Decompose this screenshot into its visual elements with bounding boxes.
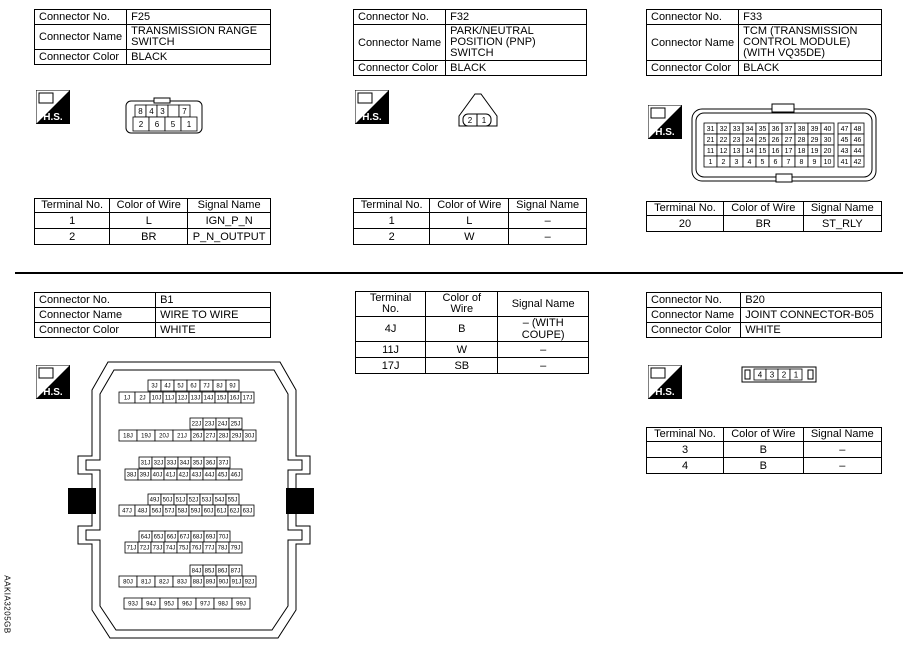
pin-label: 7 <box>786 159 791 167</box>
pin-label: 28 <box>797 137 806 145</box>
pin-label: 64J <box>140 534 151 541</box>
pin-label: 84J <box>191 568 202 575</box>
table-row: 4J B – (WITH COUPE) <box>356 317 589 342</box>
pin-label: 94J <box>146 601 156 608</box>
b1-connector-info <box>34 292 271 338</box>
pin-label: 33J <box>166 460 177 467</box>
pin-label: 41 <box>840 159 849 167</box>
pin-label: 35 <box>758 126 767 134</box>
pin-label: 25J <box>230 421 241 428</box>
table-row: 1 L IGN_P_N <box>35 213 271 229</box>
connector-color: WHITE <box>741 323 882 338</box>
harness-side-icon <box>648 365 682 399</box>
pin-label: 49J <box>149 497 160 504</box>
pin-label: 68J <box>192 534 203 541</box>
f33-connector-info <box>646 9 882 76</box>
harness-side-icon <box>648 105 682 139</box>
pin-label: 1J <box>123 395 131 402</box>
pin-label: 58J <box>177 508 188 515</box>
pin-label: 56J <box>151 508 162 515</box>
pin-label: 8 <box>138 106 143 116</box>
pin-label: 13J <box>190 395 201 402</box>
pin-label: 16J <box>229 395 240 402</box>
section-divider <box>15 272 903 274</box>
pin-label: 77J <box>204 545 215 552</box>
pin-label: 43 <box>840 148 849 156</box>
pin-label: 27J <box>205 433 216 440</box>
pin-label: 62J <box>229 508 240 515</box>
pin-label: 8 <box>799 159 804 167</box>
col-terminal: Terminal No. <box>35 199 110 213</box>
b1-connector-face <box>64 360 324 640</box>
pin-label: 2 <box>138 119 144 129</box>
harness-side-icon <box>36 90 70 124</box>
pin-label: 10J <box>151 395 162 402</box>
f32-connector-info <box>353 9 587 76</box>
pin-label: 45 <box>840 137 849 145</box>
f32-signal-table: Terminal No. Color of Wire Signal Name 1 L – 2 W – <box>353 198 587 245</box>
connector-name: PARK/NEUTRAL POSITION (PNP) SWITCH <box>446 25 587 61</box>
f33-connector-face <box>690 102 878 186</box>
pin-label: 36 <box>771 126 780 134</box>
f25-connector-info <box>34 9 271 65</box>
pin-label: 16 <box>771 148 780 156</box>
pin-label: 99J <box>236 601 246 608</box>
pin-label: 38J <box>126 472 137 479</box>
pin-label: 48 <box>853 126 862 134</box>
table-row: 1 L – <box>354 213 587 229</box>
pin-label: 92J <box>244 579 255 586</box>
label: Connector No. <box>35 293 156 308</box>
pin-label: 32 <box>719 126 728 134</box>
f32-connector-face <box>455 90 501 130</box>
pin-label: 29J <box>231 433 242 440</box>
pin-label: 53J <box>201 497 212 504</box>
pin-label: 34 <box>745 126 754 134</box>
pin: 1 <box>481 116 487 125</box>
label: Connector Color <box>35 50 127 65</box>
pin-label: 15 <box>758 148 767 156</box>
pin-label: 85J <box>204 568 215 575</box>
pin-label: 74J <box>165 545 176 552</box>
hs-label: H.S. <box>655 127 675 138</box>
pin-label: 13 <box>732 148 741 156</box>
connector-name: JOINT CONNECTOR-B05 <box>741 308 882 323</box>
harness-side-icon <box>355 90 389 124</box>
table-row: 4 B – <box>647 458 882 474</box>
connector-color: BLACK <box>127 50 271 65</box>
pin-label: 38 <box>797 126 806 134</box>
pin-label: 4J <box>164 383 171 390</box>
hs-label: H.S. <box>43 387 63 398</box>
pin-label: 23J <box>204 421 215 428</box>
pin-label: 95J <box>164 601 174 608</box>
pin-label: 17 <box>784 148 793 156</box>
pin-label: 96J <box>182 601 192 608</box>
pin-label: 8J <box>216 383 223 390</box>
connector-color: BLACK <box>446 61 587 76</box>
pin-label: 12 <box>719 148 728 156</box>
pin-label: 18 <box>797 148 806 156</box>
cavity <box>168 105 179 117</box>
pin-label: 42 <box>853 159 862 167</box>
pin-label: 60J <box>203 508 214 515</box>
pin-label: 47 <box>840 126 849 134</box>
pin-label: 29 <box>810 137 819 145</box>
col-color: Color of Wire <box>110 199 188 213</box>
pin-label: 31J <box>140 460 151 467</box>
label: Connector Name <box>647 308 741 323</box>
pin-label: 11 <box>706 148 715 156</box>
pin-label: 40 <box>823 126 832 134</box>
b20-connector-face <box>741 366 817 384</box>
pin-label: 30 <box>823 137 832 145</box>
pin-label: 6 <box>154 119 160 129</box>
pin-label: 55J <box>227 497 238 504</box>
pin-label: 27 <box>784 137 793 145</box>
pin-label: 76J <box>191 545 202 552</box>
table-row: 20 BR ST_RLY <box>647 216 882 232</box>
pin-label: 87J <box>230 568 241 575</box>
pin-label: 36J <box>205 460 216 467</box>
pin-label: 19J <box>141 433 151 440</box>
pin-label: 24J <box>217 421 228 428</box>
pin-label: 31 <box>706 126 715 134</box>
pin-label: 52J <box>188 497 199 504</box>
label: Connector Color <box>35 323 156 338</box>
pin-label: 4 <box>757 370 763 380</box>
label: Connector No. <box>354 10 446 25</box>
pin-label: 1 <box>708 159 713 167</box>
pin-label: 44J <box>204 472 215 479</box>
f25-connector-face <box>125 97 205 137</box>
pin-label: 72J <box>139 545 150 552</box>
pin-label: 5 <box>170 119 176 129</box>
pin-label: 59J <box>190 508 201 515</box>
label: Connector Name <box>35 308 156 323</box>
pin-label: 14J <box>203 395 214 402</box>
label: Connector No. <box>647 293 741 308</box>
connector-no: B1 <box>156 293 271 308</box>
pin-label: 61J <box>216 508 227 515</box>
connector-no: F25 <box>127 10 271 25</box>
pin-label: 30J <box>244 433 255 440</box>
label: Connector Name <box>647 25 739 61</box>
label: Connector Name <box>35 25 127 50</box>
pin-label: 51J <box>175 497 186 504</box>
pin-label: 21 <box>706 137 715 145</box>
connector-name: WIRE TO WIRE <box>156 308 271 323</box>
pin-label: 91J <box>231 579 242 586</box>
pin-label: 46 <box>853 137 862 145</box>
pin-label: 43J <box>191 472 202 479</box>
pin-label: 98J <box>218 601 228 608</box>
pin-label: 12J <box>177 395 188 402</box>
pin-label: 41J <box>165 472 176 479</box>
connector-name: TCM (TRANSMISSION CONTROL MODULE) (WITH VQ35DE) <box>739 25 882 61</box>
pin-label: 9 <box>812 159 817 167</box>
label: Connector Color <box>354 61 446 76</box>
pin-label: 4 <box>747 159 752 167</box>
pin-label: 9J <box>229 383 236 390</box>
hs-label: H.S. <box>43 112 63 123</box>
pin-label: 39J <box>139 472 150 479</box>
pin-label: 37J <box>218 460 229 467</box>
pin-label: 21J <box>177 433 187 440</box>
pin-label: 7 <box>182 106 187 116</box>
pin-label: 11J <box>164 395 175 402</box>
pin-label: 3 <box>769 370 775 380</box>
pin-label: 15J <box>216 395 227 402</box>
pin-label: 4 <box>149 106 154 116</box>
col-signal: Signal Name <box>188 199 271 213</box>
connector-no: B20 <box>741 293 882 308</box>
pin-label: 18J <box>123 433 133 440</box>
pin-label: 48J <box>137 508 148 515</box>
pin-label: 32J <box>153 460 164 467</box>
label: Connector No. <box>647 10 739 25</box>
pin-label: 63J <box>242 508 253 515</box>
pin-label: 65J <box>153 534 164 541</box>
pin-label: 57J <box>164 508 175 515</box>
table-row: 2 BR P_N_OUTPUT <box>35 229 271 245</box>
b20-connector-info <box>646 292 882 338</box>
pin-label: 54J <box>214 497 225 504</box>
table-row: 2 W – <box>354 229 587 245</box>
pin-label: 86J <box>217 568 228 575</box>
pin-label: 2 <box>721 159 726 167</box>
pin-label: 2 <box>781 370 787 380</box>
pin-label: 83J <box>177 579 187 586</box>
pin-label: 47J <box>122 508 132 515</box>
pin-label: 73J <box>152 545 163 552</box>
pin-label: 50J <box>162 497 173 504</box>
pin-label: 19 <box>810 148 819 156</box>
connector-name: TRANSMISSION RANGE SWITCH <box>127 25 271 50</box>
label: Connector Color <box>647 61 739 76</box>
table-row: 17J SB – <box>356 358 589 374</box>
f33-signal-table: Terminal No. Color of Wire Signal Name 20 BR ST_RLY <box>646 201 882 232</box>
pin-label: 5 <box>760 159 765 167</box>
pin-label: 26 <box>771 137 780 145</box>
hs-label: H.S. <box>362 112 382 123</box>
pin-label: 45J <box>217 472 228 479</box>
label: Connector Name <box>354 25 446 61</box>
pin-label: 24 <box>745 137 754 145</box>
pin-label: 33 <box>732 126 741 134</box>
pin-label: 42J <box>178 472 189 479</box>
pin-label: 6J <box>190 383 197 390</box>
pin-label: 1 <box>186 119 192 129</box>
pin-label: 3 <box>734 159 739 167</box>
connector-color: WHITE <box>156 323 271 338</box>
pin-label: 7J <box>203 383 210 390</box>
connector-no: F32 <box>446 10 587 25</box>
pin-label: 1 <box>793 370 799 380</box>
pin-label: 35J <box>192 460 203 467</box>
pin-label: 75J <box>178 545 189 552</box>
pin-label: 88J <box>192 579 203 586</box>
pin-label: 39 <box>810 126 819 134</box>
pin-label: 44 <box>853 148 862 156</box>
pin-label: 14 <box>745 148 754 156</box>
pin-label: 90J <box>218 579 229 586</box>
pin-label: 28J <box>218 433 229 440</box>
pin-label: 81J <box>141 579 151 586</box>
pin-label: 6 <box>773 159 778 167</box>
pin-label: 25 <box>758 137 767 145</box>
pin-label: 2J <box>139 395 146 402</box>
pin-label: 97J <box>200 601 210 608</box>
figure-code: AAKIA3205GB <box>2 575 12 634</box>
pin-label: 3 <box>160 106 165 116</box>
pin-label: 40J <box>152 472 163 479</box>
pin-label: 93J <box>128 601 138 608</box>
pin-label: 46J <box>230 472 241 479</box>
pin-label: 34J <box>179 460 190 467</box>
f25-signal-table <box>34 198 271 245</box>
pin-label: 89J <box>205 579 216 586</box>
b20-signal-table: Terminal No. Color of Wire Signal Name 3 B – 4 B – <box>646 427 882 474</box>
pin-label: 5J <box>177 383 184 390</box>
table-row: 3 B – <box>647 442 882 458</box>
pin-label: 37 <box>784 126 793 134</box>
connector-color: BLACK <box>739 61 882 76</box>
connector-no: F33 <box>739 10 882 25</box>
pin-label: 82J <box>159 579 169 586</box>
pin-label: 67J <box>179 534 190 541</box>
pin-label: 17J <box>242 395 253 402</box>
hs-label: H.S. <box>655 387 675 398</box>
pin-label: 70J <box>218 534 229 541</box>
pin-label: 69J <box>205 534 216 541</box>
b1-signal-table: Terminal No. Color of Wire Signal Name 4J B – (WITH COUPE) 11J W – 17J SB – <box>355 291 589 374</box>
pin-label: 26J <box>192 433 203 440</box>
pin-label: 3J <box>151 383 158 390</box>
pin-label: 20J <box>159 433 169 440</box>
label: Connector No. <box>35 10 127 25</box>
pin-label: 20 <box>823 148 832 156</box>
pin: 2 <box>467 116 473 125</box>
pin-label: 23 <box>732 137 741 145</box>
table-row: 11J W – <box>356 342 589 358</box>
label: Connector Color <box>647 323 741 338</box>
pin-label: 10 <box>823 159 832 167</box>
pin-label: 79J <box>230 545 241 552</box>
pin-label: 22J <box>191 421 202 428</box>
pin-label: 71J <box>126 545 137 552</box>
pin-label: 78J <box>217 545 228 552</box>
pin-label: 80J <box>123 579 133 586</box>
pin-label: 66J <box>166 534 177 541</box>
pin-label: 22 <box>719 137 728 145</box>
